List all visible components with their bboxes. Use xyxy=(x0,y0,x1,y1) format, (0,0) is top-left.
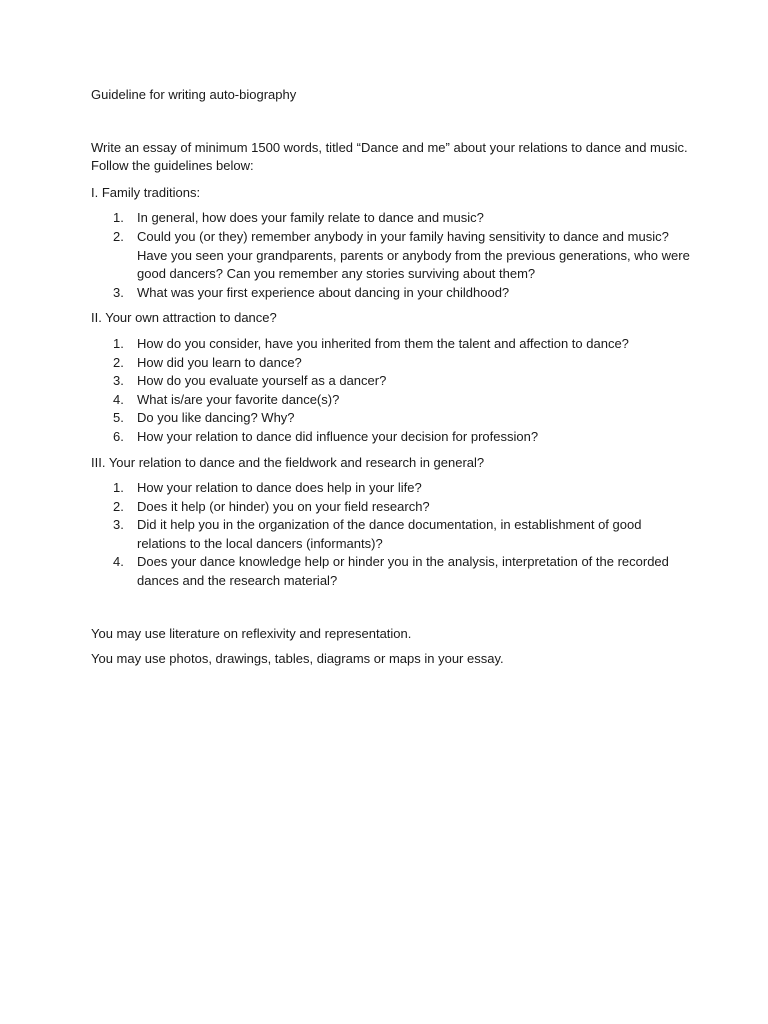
list-item xyxy=(91,372,691,391)
section-heading-own-attraction: II. Your own attraction to dance? xyxy=(91,310,277,326)
list-item xyxy=(91,428,691,447)
list-item-number: 1. xyxy=(113,480,124,496)
closing-note-literature: You may use literature on reflexivity and representation. xyxy=(91,625,412,641)
list-item-number: 1. xyxy=(113,335,124,351)
question-list-family-traditions xyxy=(91,209,691,302)
list-item-text: How do you evaluate yourself as a dancer? xyxy=(137,373,387,389)
section-heading-family-traditions: I. Family traditions: xyxy=(91,184,201,200)
list-item-number: 5. xyxy=(113,410,124,426)
list-item-number: 2. xyxy=(113,228,124,244)
list-item-number: 6. xyxy=(113,428,124,444)
intro-paragraph: Write an essay of minimum 1500 words, titled “Dance and me” about your relations to dance and music. Follow the guidelines below: xyxy=(91,139,688,174)
list-item-text: In general, how does your family relate to dance and music? xyxy=(137,210,484,226)
list-item-text: Did it help you in the organization of the dance documentation, in establishment of good relations to the local dancers (informants)? xyxy=(137,517,642,551)
list-item xyxy=(91,335,691,354)
question-list-own-attraction xyxy=(91,335,691,447)
list-item-text: Could you (or they) remember anybody in your family having sensitivity to dance and music? Have you seen your grandparents, parents or anybody from the previous generations, who were good dancers? Can you remember any stories surviving about them? xyxy=(137,228,690,282)
list-item-text: How did you learn to dance? xyxy=(137,354,302,370)
list-item-number: 3. xyxy=(113,517,124,533)
list-item-number: 3. xyxy=(113,284,124,300)
list-item-number: 2. xyxy=(113,354,124,370)
list-item-text: What is/are your favorite dance(s)? xyxy=(137,391,340,407)
list-item-text: Does your dance knowledge help or hinder you in the analysis, interpretation of the recorded dances and the research material? xyxy=(137,554,669,589)
list-item xyxy=(91,284,691,303)
document-title: Guideline for writing auto-biography xyxy=(91,87,297,102)
list-item-text: How your relation to dance did influence your decision for profession? xyxy=(137,428,539,444)
list-item xyxy=(91,553,691,590)
list-item xyxy=(91,391,691,410)
list-item xyxy=(91,228,691,284)
list-item xyxy=(91,409,691,428)
list-item-text: How do you consider, have you inherited from them the talent and affection to dance? xyxy=(137,335,629,351)
list-item xyxy=(91,209,691,228)
list-item-text: How your relation to dance does help in your life? xyxy=(137,480,422,496)
list-item-number: 1. xyxy=(113,210,124,226)
list-item xyxy=(91,479,691,498)
list-item xyxy=(91,354,691,373)
list-item-text: Do you like dancing? Why? xyxy=(137,410,295,426)
list-item-number: 2. xyxy=(113,498,124,514)
list-item-text: Does it help (or hinder) you on your field research? xyxy=(137,498,430,514)
list-item xyxy=(91,498,691,517)
list-item-number: 3. xyxy=(113,373,124,389)
list-item-text: What was your first experience about dancing in your childhood? xyxy=(137,284,510,300)
closing-note-media: You may use photos, drawings, tables, diagrams or maps in your essay. xyxy=(91,651,504,667)
list-item-number: 4. xyxy=(113,554,124,570)
document-body xyxy=(91,86,691,669)
section-heading-fieldwork-research: III. Your relation to dance and the fieldwork and research in general? xyxy=(91,454,485,470)
list-item xyxy=(91,516,691,553)
list-item-number: 4. xyxy=(113,391,124,407)
question-list-fieldwork-research xyxy=(91,479,691,591)
